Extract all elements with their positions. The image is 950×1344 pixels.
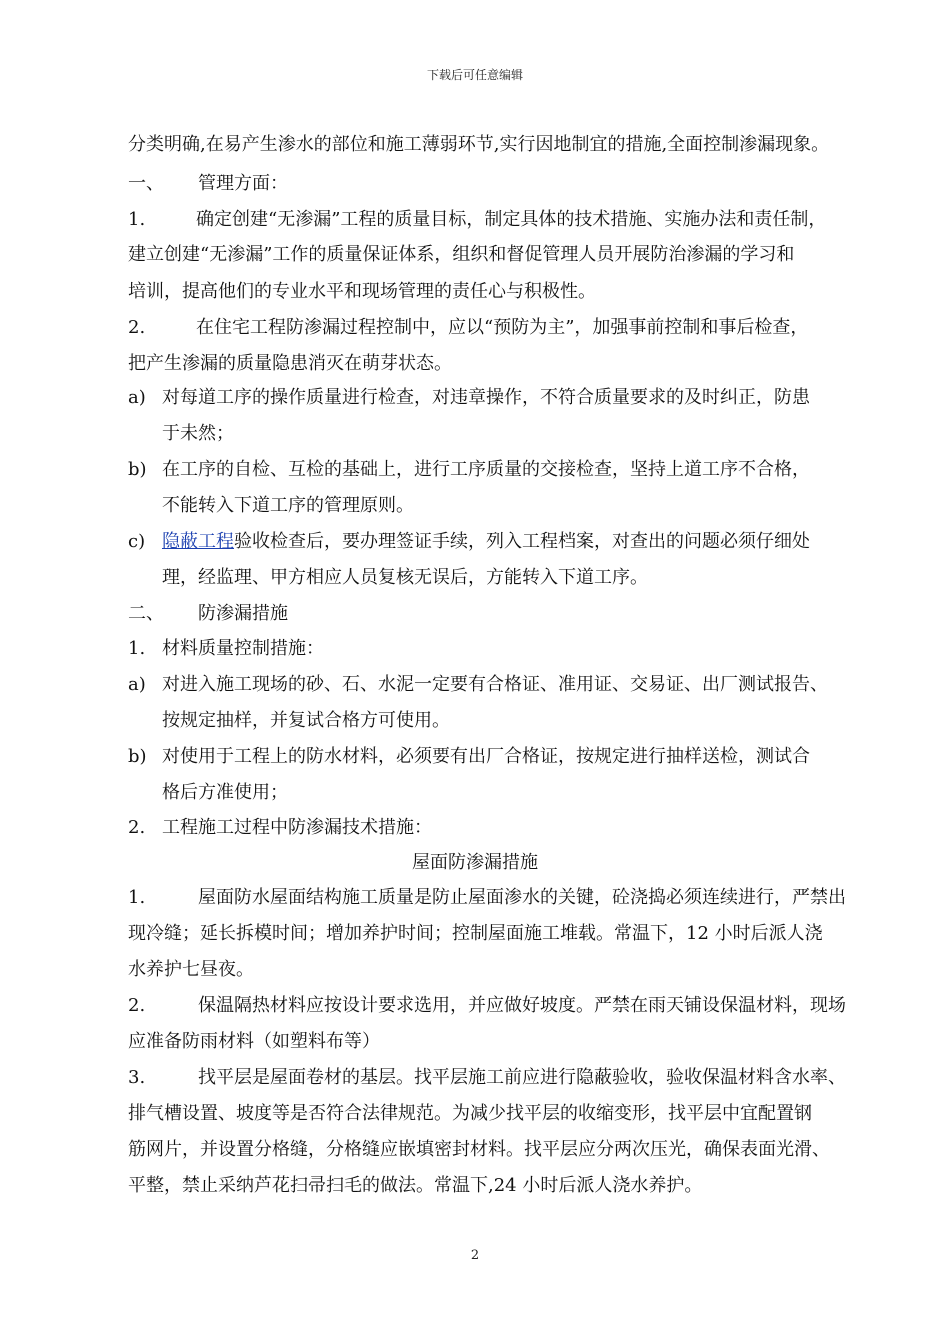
- paragraph-line: 筋网片，并设置分格缝，分格缝应嵌填密封材料。找平层应分两次压光，确保表面光滑、: [128, 1139, 830, 1160]
- paragraph-line: 不能转入下道工序的管理原则。: [162, 495, 414, 516]
- paragraph-line: 现冷缝；延长拆模时间；增加养护时间；控制屋面施工堆载。常温下，12 小时后派人浇: [128, 923, 823, 944]
- list-item: b) 在工序的自检、互检的基础上，进行工序质量的交接检查，坚持上道工序不合格，: [128, 459, 810, 480]
- paragraph-line: 按规定抽样，并复试合格方可使用。: [162, 710, 450, 731]
- section-heading: 一、 管理方面：: [128, 173, 288, 194]
- paragraph-line: 理，经监理、甲方相应人员复核无误后，方能转入下道工序。: [162, 567, 648, 588]
- list-item: a) 对进入施工现场的砂、石、水泥一定要有合格证、准用证、交易证、出厂测试报告、: [128, 674, 828, 695]
- list-item: 2. 工程施工过程中防渗漏技术措施：: [128, 817, 432, 838]
- hidden-works-link[interactable]: 隐蔽工程: [162, 531, 234, 552]
- page-number: 2: [470, 1248, 480, 1263]
- list-item: a) 对每道工序的操作质量进行检查，对违章操作，不符合质量要求的及时纠正，防患: [128, 387, 810, 408]
- paragraph-line: 分类明确,在易产生渗水的部位和施工薄弱环节,实行因地制宜的措施,全面控制渗漏现象。: [128, 134, 830, 155]
- paragraph-line: 排气槽设置、坡度等是否符合法律规范。为减少找平层的收缩变形，找平层中宜配置钢: [128, 1103, 812, 1124]
- paragraph-line: 格后方准使用；: [162, 782, 288, 803]
- list-item: 1. 确定创建“无渗漏”工程的质量目标，制定具体的技术措施、实施办法和责任制，: [128, 209, 827, 230]
- list-item: 1. 屋面防水屋面结构施工质量是防止屋面渗水的关键，砼浇捣必须连续进行，严禁出: [128, 887, 846, 908]
- list-item: 1. 材料质量控制措施：: [128, 638, 324, 659]
- paragraph-line: 应准备防雨材料（如塑料布等）: [128, 1031, 380, 1052]
- page-header: 下载后可任意编辑: [426, 68, 523, 82]
- list-item: 2. 保温隔热材料应按设计要求选用，并应做好坡度。严禁在雨天铺设保温材料，现场: [128, 995, 846, 1016]
- paragraph-line: 建立创建“无渗漏”工作的质量保证体系，组织和督促管理人员开展防治渗漏的学习和: [128, 244, 795, 265]
- paragraph-line: 于未然；: [162, 423, 234, 444]
- list-item: 3. 找平层是屋面卷材的基层。找平层施工前应进行隐蔽验收，验收保温材料含水率、: [128, 1067, 846, 1088]
- paragraph-line: 平整，禁止采纳芦花扫帚扫毛的做法。常温下,24 小时后派人浇水养护。: [128, 1175, 703, 1196]
- paragraph-line: 水养护七昼夜。: [128, 959, 254, 980]
- subsection-title: 屋面防渗漏措施: [412, 852, 538, 873]
- list-item: c) 隐蔽工程验收检查后，要办理签证手续，列入工程档案，对查出的问题必须仔细处: [128, 531, 810, 552]
- list-item: 2. 在住宅工程防渗漏过程控制中，应以“预防为主”，加强事前控制和事后检查，: [128, 317, 809, 338]
- section-heading: 二、 防渗漏措施: [128, 603, 288, 624]
- list-item: b) 对使用于工程上的防水材料，必须要有出厂合格证，按规定进行抽样送检，测试合: [128, 746, 810, 767]
- paragraph-line: 把产生渗漏的质量隐患消灭在萌芽状态。: [128, 353, 452, 374]
- paragraph-line: 培训，提高他们的专业水平和现场管理的责任心与积极性。: [128, 281, 596, 302]
